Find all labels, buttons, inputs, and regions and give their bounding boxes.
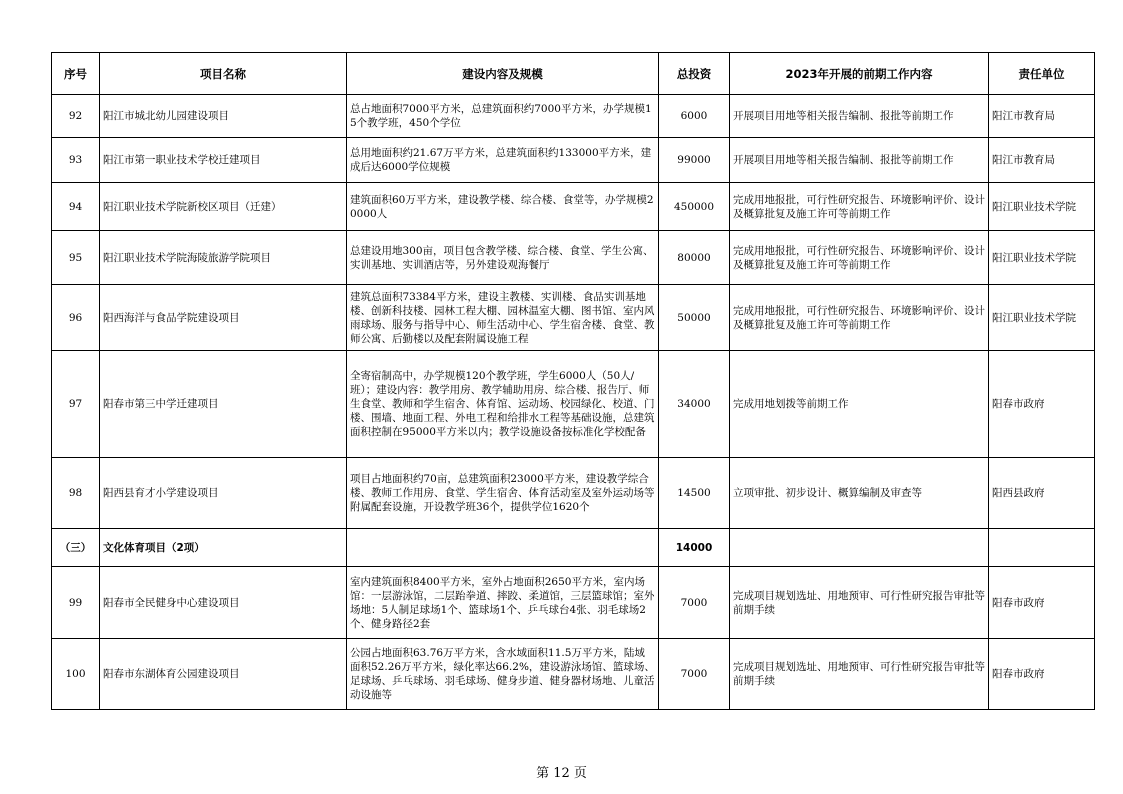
cell-seq: 97	[52, 351, 100, 458]
cell-seq: 100	[52, 639, 100, 710]
cell-seq: 98	[52, 458, 100, 529]
cell-unit: 阳江职业技术学院	[989, 231, 1095, 285]
section-name: 文化体育项目（2项）	[100, 529, 347, 567]
cell-name: 阳春市全民健身中心建设项目	[100, 567, 347, 639]
table-row	[52, 138, 1095, 183]
cell-invest: 6000	[659, 95, 730, 138]
section-work	[730, 529, 989, 567]
cell-invest: 7000	[659, 567, 730, 639]
header-content: 建设内容及规模	[347, 53, 659, 95]
cell-work: 完成用地报批，可行性研究报告、环境影响评价、设计及概算批复及施工许可等前期工作	[730, 183, 989, 231]
section-row	[52, 529, 1095, 567]
cell-content: 室内建筑面积8400平方米，室外占地面积2650平方米，室内场馆：一层游泳馆，二层跆拳道、摔跤、柔道馆，三层篮球馆；室外场地：5人制足球场1个、篮球场1个、乒乓球台4张、羽毛球场2个、健身路径2套	[347, 567, 659, 639]
cell-name: 阳西县育才小学建设项目	[100, 458, 347, 529]
cell-work: 完成用地报批，可行性研究报告、环境影响评价、设计及概算批复及施工许可等前期工作	[730, 231, 989, 285]
cell-name: 阳西海洋与食品学院建设项目	[100, 285, 347, 351]
table-row	[52, 351, 1095, 458]
cell-work: 开展项目用地等相关报告编制、报批等前期工作	[730, 138, 989, 183]
header-row	[52, 53, 1095, 95]
table-row	[52, 183, 1095, 231]
cell-invest: 7000	[659, 639, 730, 710]
header-seq: 序号	[52, 53, 100, 95]
project-table	[51, 52, 1095, 710]
cell-unit: 阳江市教育局	[989, 138, 1095, 183]
cell-seq: 94	[52, 183, 100, 231]
cell-content: 建筑总面积73384平方米，建设主教楼、实训楼、食品实训基地楼、创新科技楼、园林工程大棚、园林温室大棚、图书馆、室内风雨球场、服务与指导中心、师生活动中心、学生宿舍楼、食堂、教师公寓、后勤楼以及配套附属设施工程	[347, 285, 659, 351]
cell-unit: 阳江职业技术学院	[989, 183, 1095, 231]
cell-seq: 95	[52, 231, 100, 285]
cell-work: 开展项目用地等相关报告编制、报批等前期工作	[730, 95, 989, 138]
header-unit: 责任单位	[989, 53, 1095, 95]
cell-unit: 阳江市教育局	[989, 95, 1095, 138]
cell-name: 阳春市东湖体育公园建设项目	[100, 639, 347, 710]
cell-work: 完成用地报批，可行性研究报告、环境影响评价、设计及概算批复及施工许可等前期工作	[730, 285, 989, 351]
cell-content: 总占地面积7000平方米，总建筑面积约7000平方米，办学规模15个教学班，450个学位	[347, 95, 659, 138]
cell-content: 项目占地面积约70亩，总建筑面积23000平方米，建设教学综合楼、教师工作用房、食堂、学生宿舍、体育活动室及室外运动场等附属配套设施，开设教学班36个，提供学位1620个	[347, 458, 659, 529]
table-row	[52, 639, 1095, 710]
cell-content: 总用地面积约21.67万平方米，总建筑面积约133000平方米，建成后达6000学位规模	[347, 138, 659, 183]
cell-work: 完成项目规划选址、用地预审、可行性研究报告审批等前期手续	[730, 567, 989, 639]
cell-name: 阳江市第一职业技术学校迁建项目	[100, 138, 347, 183]
table-row	[52, 458, 1095, 529]
cell-unit: 阳西县政府	[989, 458, 1095, 529]
table-row	[52, 95, 1095, 138]
cell-seq: 93	[52, 138, 100, 183]
cell-name: 阳江市城北幼儿园建设项目	[100, 95, 347, 138]
section-unit	[989, 529, 1095, 567]
table-row	[52, 567, 1095, 639]
section-seq: （三）	[52, 529, 100, 567]
cell-name: 阳江职业技术学院新校区项目（迁建）	[100, 183, 347, 231]
cell-work: 立项审批、初步设计、概算编制及审查等	[730, 458, 989, 529]
section-invest: 14000	[659, 529, 730, 567]
header-work: 2023年开展的前期工作内容	[730, 53, 989, 95]
table-row	[52, 231, 1095, 285]
cell-work: 完成项目规划选址、用地预审、可行性研究报告审批等前期手续	[730, 639, 989, 710]
cell-unit: 阳春市政府	[989, 639, 1095, 710]
cell-content: 全寄宿制高中，办学规模120个教学班，学生6000人（50人/班）；建设内容：教学用房、教学辅助用房、综合楼、报告厅、师生食堂、教师和学生宿舍、体育馆、运动场、校园绿化、校道、门楼、围墙、地面工程、外电工程和给排水工程等基础设施，总建筑面积控制在95000平方米以内；教学设施设备按标准化学校配备	[347, 351, 659, 458]
section-content	[347, 529, 659, 567]
cell-name: 阳春市第三中学迁建项目	[100, 351, 347, 458]
cell-invest: 34000	[659, 351, 730, 458]
cell-seq: 99	[52, 567, 100, 639]
cell-content: 建筑面积60万平方米，建设教学楼、综合楼、食堂等，办学规模20000人	[347, 183, 659, 231]
cell-unit: 阳春市政府	[989, 351, 1095, 458]
cell-invest: 450000	[659, 183, 730, 231]
page-number: 第 12 页	[536, 766, 587, 781]
header-invest: 总投资	[659, 53, 730, 95]
table-row	[52, 285, 1095, 351]
cell-unit: 阳江职业技术学院	[989, 285, 1095, 351]
cell-unit: 阳春市政府	[989, 567, 1095, 639]
cell-invest: 80000	[659, 231, 730, 285]
cell-seq: 92	[52, 95, 100, 138]
cell-name: 阳江职业技术学院海陵旅游学院项目	[100, 231, 347, 285]
cell-invest: 14500	[659, 458, 730, 529]
cell-invest: 99000	[659, 138, 730, 183]
header-name: 项目名称	[100, 53, 347, 95]
cell-content: 公园占地面积63.76万平方米，含水域面积11.5万平方米，陆域面积52.26万平方米，绿化率达66.2%，建设游泳场馆、篮球场、足球场、乒乓球场、羽毛球场、健身步道、健身器材场地、儿童活动设施等	[347, 639, 659, 710]
cell-work: 完成用地划拨等前期工作	[730, 351, 989, 458]
cell-invest: 50000	[659, 285, 730, 351]
cell-content: 总建设用地300亩，项目包含教学楼、综合楼、食堂、学生公寓、实训基地、实训酒店等，另外建设观海餐厅	[347, 231, 659, 285]
cell-seq: 96	[52, 285, 100, 351]
